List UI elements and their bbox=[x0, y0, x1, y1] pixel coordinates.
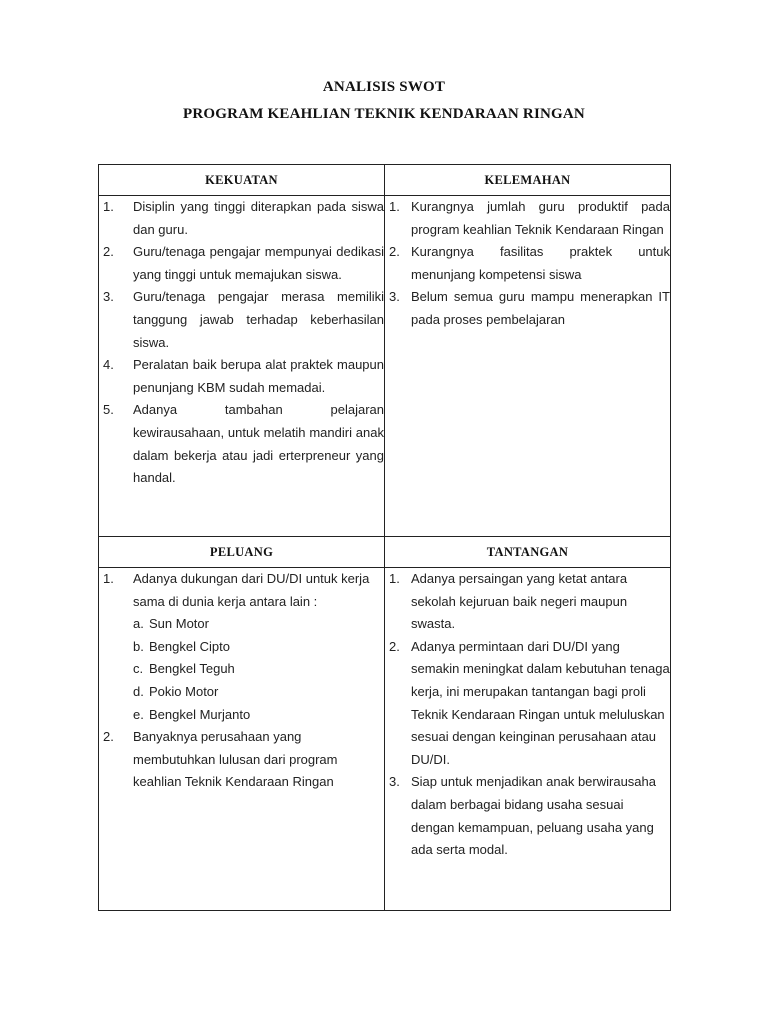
list-text: Guru/tenaga pengajar merasa memiliki tanggung jawab terhadap keberhasilan siswa. bbox=[133, 289, 384, 350]
list-number: 1. bbox=[103, 199, 114, 214]
list-item bbox=[385, 771, 670, 861]
list-item bbox=[385, 286, 670, 331]
content-row-top bbox=[99, 196, 671, 537]
list-text: Adanya permintaan dari DU/DI yang semakin meningkat dalam kebutuhan tenaga kerja, ini merupakan tantangan bagi proli Teknik Kendaraan Ringan untuk meluluskan sesuai dengan keinginan perusahaan atau DU/DI. bbox=[411, 638, 670, 767]
header-row-top bbox=[99, 165, 671, 196]
sub-item-text: Bengkel Cipto bbox=[149, 638, 230, 654]
list-text: Banyaknya perusahaan yang membutuhkan lulusan dari program keahlian Teknik Kendaraan Ringan bbox=[133, 729, 338, 790]
list-number: 3. bbox=[389, 774, 400, 790]
sub-item bbox=[133, 681, 384, 704]
sub-item bbox=[133, 658, 384, 681]
list-item bbox=[99, 286, 384, 354]
peluang-cell bbox=[99, 568, 385, 911]
list-text: Adanya dukungan dari DU/DI untuk kerja sama di dunia kerja antara lain : bbox=[133, 571, 370, 609]
kekuatan-list bbox=[99, 196, 384, 490]
list-text: Belum semua guru mampu menerapkan IT pada proses pembelajaran bbox=[411, 289, 670, 327]
tantangan-header: TANTANGAN bbox=[385, 537, 671, 568]
list-number: 2. bbox=[389, 244, 400, 260]
tantangan-cell bbox=[385, 568, 671, 911]
list-item bbox=[99, 354, 384, 399]
list-text: Peralatan baik berupa alat praktek maupun penunjang KBM sudah memadai. bbox=[133, 357, 384, 395]
list-number: 3. bbox=[103, 289, 114, 305]
sub-item-text: Sun Motor bbox=[149, 616, 209, 632]
sub-item-label: a. bbox=[133, 616, 144, 632]
list-number: 4. bbox=[103, 357, 114, 373]
list-number: 3. bbox=[389, 289, 400, 305]
sub-item bbox=[133, 613, 384, 636]
list-item bbox=[99, 241, 384, 286]
list-number: 2. bbox=[389, 638, 400, 654]
peluang-list bbox=[99, 568, 384, 794]
list-number: 2. bbox=[103, 244, 114, 260]
list-item bbox=[99, 726, 384, 794]
document-subtitle: PROGRAM KEAHLIAN TEKNIK KENDARAAN RINGAN bbox=[183, 106, 585, 122]
list-item bbox=[99, 568, 384, 726]
list-text: Adanya tambahan pelajaran kewirausahaan, untuk melatih mandiri anak dalam bekerja atau jadi erterpreneur yang handal. bbox=[133, 402, 384, 486]
list-item bbox=[385, 241, 670, 286]
kekuatan-cell bbox=[99, 196, 385, 537]
list-number: 5. bbox=[103, 402, 114, 418]
sub-item bbox=[133, 636, 384, 659]
list-text: Siap untuk menjadikan anak berwirausaha dalam berbagai bidang usaha sesuai dengan kemampuan, peluang usaha yang ada serta modal. bbox=[411, 774, 656, 858]
list-text: Kurangnya fasilitas praktek untuk menunjang kompetensi siswa bbox=[411, 244, 670, 282]
list-number: 1. bbox=[103, 571, 114, 586]
list-text: Kurangnya jumlah guru produktif pada program keahlian Teknik Kendaraan Ringan bbox=[411, 199, 670, 237]
list-item bbox=[99, 196, 384, 241]
list-text: Disiplin yang tinggi diterapkan pada siswa dan guru. bbox=[133, 199, 384, 237]
list-item bbox=[385, 568, 670, 636]
list-number: 1. bbox=[389, 571, 400, 586]
sub-item-label: b. bbox=[133, 638, 144, 654]
kelemahan-list bbox=[385, 196, 670, 332]
sub-item-text: Bengkel Teguh bbox=[149, 661, 235, 677]
sub-item-text: Pokio Motor bbox=[149, 683, 219, 699]
header-row-bottom bbox=[99, 537, 671, 568]
sub-item-label: d. bbox=[133, 683, 144, 699]
list-item bbox=[385, 636, 670, 772]
document-title: ANALISIS SWOT bbox=[322, 79, 446, 95]
kelemahan-cell bbox=[385, 196, 671, 537]
sub-item-label: e. bbox=[133, 706, 144, 722]
sub-item-label: c. bbox=[133, 661, 144, 677]
kekuatan-header: KEKUATAN bbox=[99, 165, 385, 196]
list-text: Guru/tenaga pengajar mempunyai dedikasi yang tinggi untuk memajukan siswa. bbox=[133, 244, 384, 282]
tantangan-list bbox=[385, 568, 670, 862]
sub-item bbox=[133, 704, 384, 727]
list-number: 2. bbox=[103, 729, 114, 745]
peluang-header: PELUANG bbox=[99, 537, 385, 568]
kelemahan-header: KELEMAHAN bbox=[385, 165, 671, 196]
list-item bbox=[385, 196, 670, 241]
sub-item-text: Bengkel Murjanto bbox=[149, 706, 251, 722]
list-number: 1. bbox=[389, 199, 400, 214]
content-row-bottom bbox=[99, 568, 671, 911]
list-text: Adanya persaingan yang ketat antara sekolah kejuruan baik negeri maupun swasta. bbox=[411, 571, 628, 632]
list-item bbox=[99, 399, 384, 489]
swot-table bbox=[98, 164, 671, 911]
